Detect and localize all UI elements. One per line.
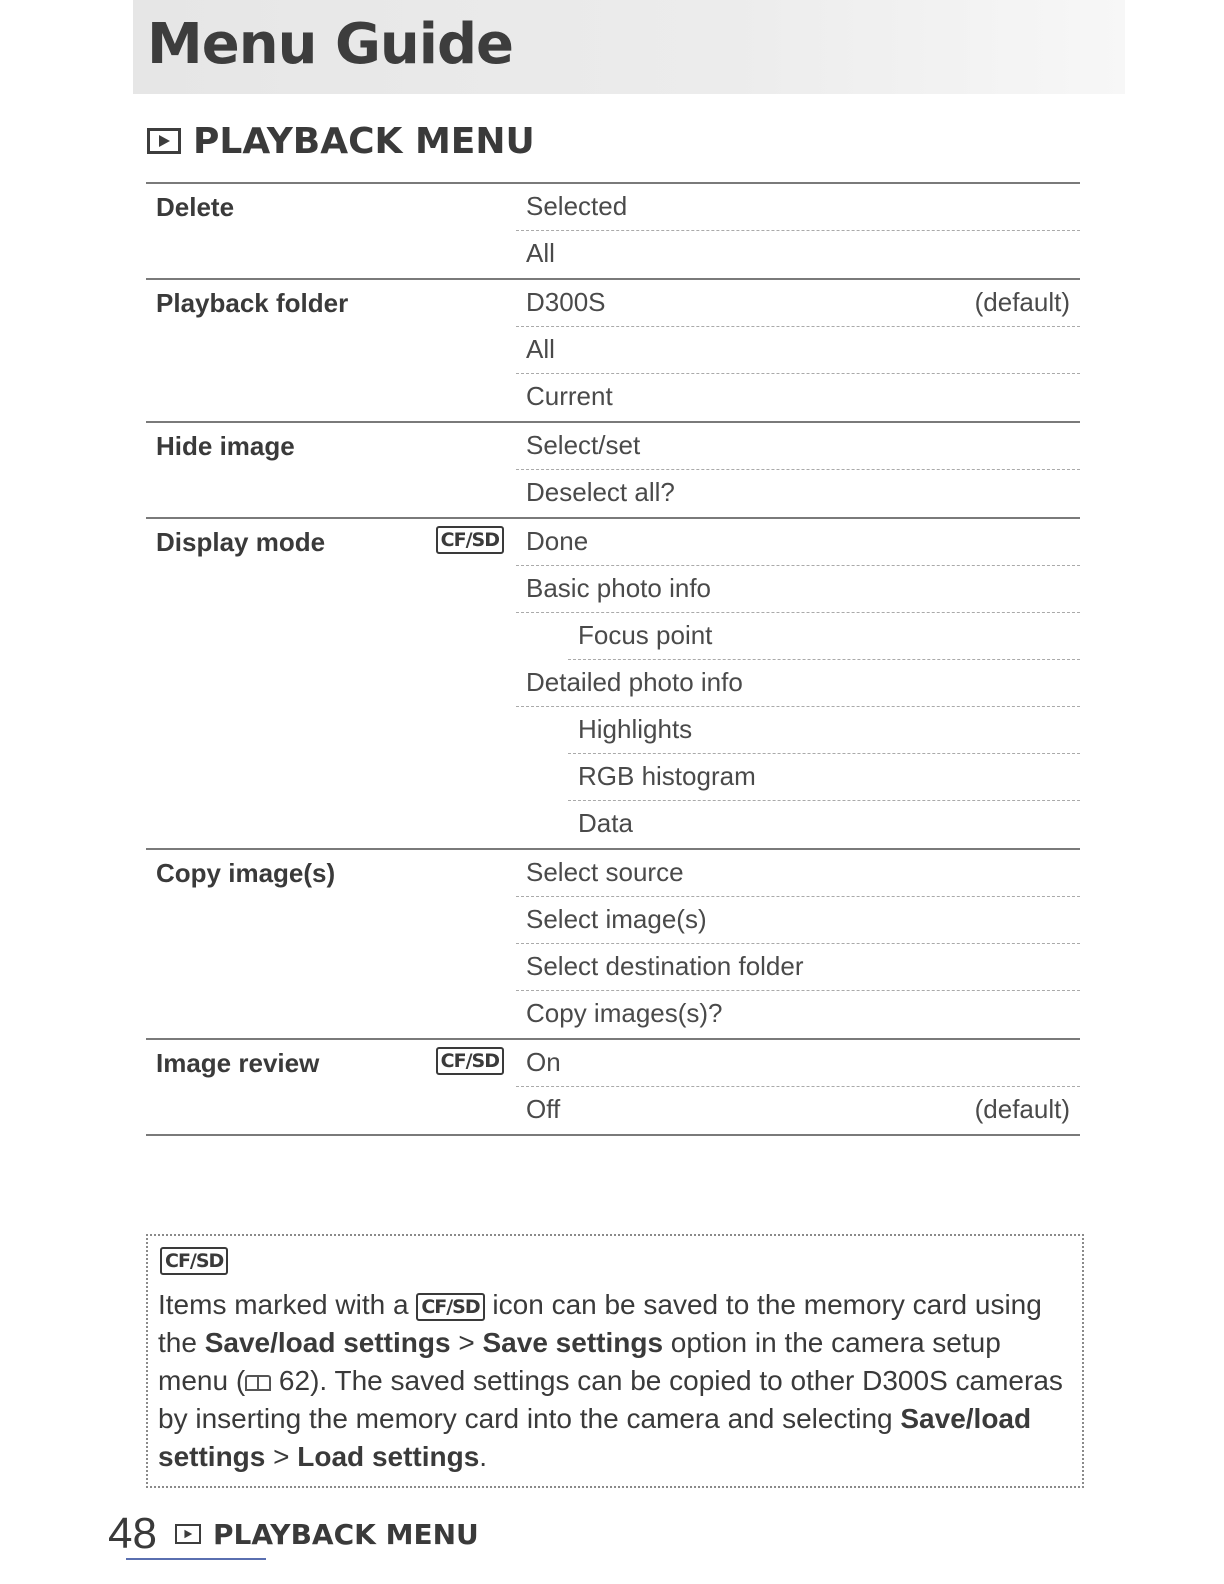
option-list: [516, 850, 1080, 1038]
menu-group-image-review: [146, 1040, 1080, 1136]
option-list: [516, 1040, 1080, 1134]
footer-section-title: PLAYBACK MENU: [212, 1517, 479, 1551]
menu-sub-option: Focus point: [568, 613, 1080, 660]
menu-option: Selected: [516, 184, 1080, 231]
menu-item: [146, 519, 516, 848]
footer-underline: [126, 1558, 266, 1560]
menu-sub-option: RGB histogram: [568, 754, 1080, 801]
option-list: [516, 519, 1080, 848]
menu-option: All: [526, 238, 555, 268]
menu-option: Off (default): [516, 1087, 1080, 1134]
playback-menu-table: [146, 182, 1080, 1136]
playback-icon: [175, 1524, 201, 1544]
menu-sub-option: Data: [578, 808, 633, 838]
menu-item: [146, 1040, 516, 1134]
default-note: (default): [974, 287, 1070, 317]
option-list: [516, 184, 1080, 278]
cf-sd-note-box: [146, 1234, 1084, 1488]
menu-option: Basic photo info: [516, 566, 1080, 613]
menu-option: On: [516, 1040, 1080, 1087]
menu-option: Copy images(s)?: [526, 998, 723, 1028]
header-banner: [133, 0, 1125, 94]
option-list: [516, 423, 1080, 517]
menu-item-label: Delete: [156, 192, 235, 222]
menu-item: [146, 280, 516, 421]
section-heading: [147, 118, 535, 164]
menu-item-label: Copy image(s): [156, 858, 336, 888]
page-footer: [108, 1506, 479, 1562]
menu-group-hide-image: [146, 423, 1080, 519]
cf-sd-badge-icon: CF/SD: [436, 526, 504, 554]
menu-item-label: Image review: [156, 1048, 320, 1078]
menu-item-label: Display mode: [156, 527, 326, 557]
default-note: (default): [974, 1094, 1070, 1124]
menu-option: Select/set: [516, 423, 1080, 470]
menu-option: Select image(s): [516, 897, 1080, 944]
menu-item: [146, 184, 516, 278]
menu-option: Current: [526, 381, 613, 411]
cf-sd-badge-icon: CF/SD: [160, 1247, 228, 1275]
menu-option: Detailed photo info: [516, 660, 1080, 707]
menu-option: Select source: [516, 850, 1080, 897]
menu-option: Select destination folder: [516, 944, 1080, 991]
cf-sd-badge-icon: CF/SD: [416, 1293, 484, 1321]
cf-sd-badge-icon: CF/SD: [436, 1047, 504, 1075]
book-icon: [245, 1375, 271, 1391]
section-title: PLAYBACK MENU: [193, 120, 535, 162]
menu-option: Done: [516, 519, 1080, 566]
note-text: Items marked with a CF/SD icon can be saved to the memory card using the Save/load settings > Save settings option in the camera setup menu ( 62). The saved settings can be copied to other D300S cameras by inserting the memory card into the camera and selecting Save/load settings > Load settings.: [158, 1289, 1063, 1472]
menu-item-label: Hide image: [156, 431, 295, 461]
option-list: [516, 280, 1080, 421]
menu-group-copy-images: [146, 850, 1080, 1040]
menu-option: All: [516, 327, 1080, 374]
menu-group-playback-folder: [146, 280, 1080, 423]
menu-option: Deselect all?: [526, 477, 675, 507]
playback-icon: [147, 128, 181, 154]
menu-sub-option: Highlights: [568, 707, 1080, 754]
menu-group-delete: [146, 184, 1080, 280]
page-title: Menu Guide: [147, 12, 514, 77]
page-number: 48: [108, 1509, 157, 1558]
menu-group-display-mode: [146, 519, 1080, 850]
menu-item: [146, 423, 516, 517]
menu-option: D300S (default): [516, 280, 1080, 327]
menu-item-label: Playback folder: [156, 288, 349, 318]
menu-item: [146, 850, 516, 1038]
